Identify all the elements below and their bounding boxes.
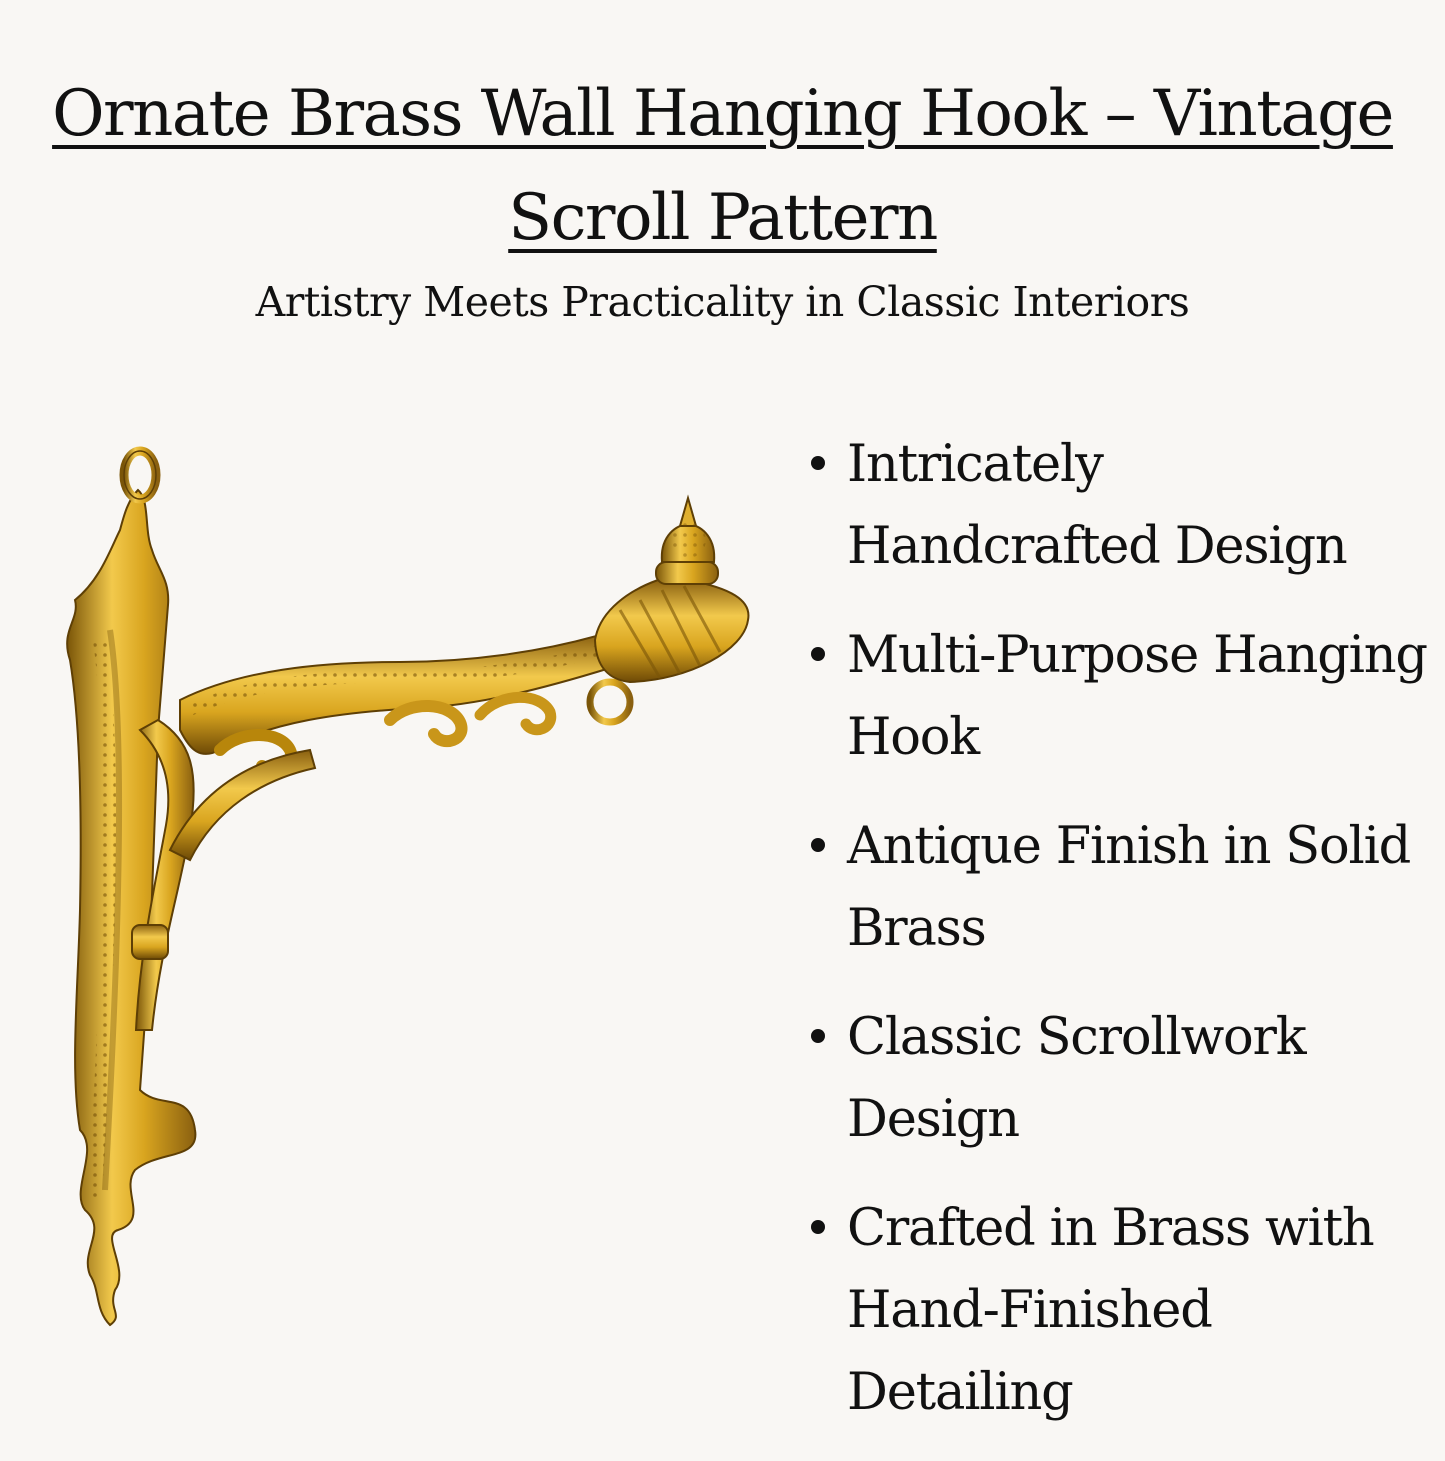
brass-hook-image <box>40 430 780 1360</box>
collar <box>132 925 168 959</box>
feature-text: Classic Scrollwork Design <box>847 1008 1306 1149</box>
bullet-icon <box>811 647 825 661</box>
feature-text: Intricately Handcrafted Design <box>847 435 1347 576</box>
feature-text: Crafted in Brass with Hand-Finished Detailing <box>847 1199 1374 1422</box>
bullet-icon <box>811 1220 825 1234</box>
page-title: Ornate Brass Wall Hanging Hook – Vintage Scroll Pattern <box>52 77 1393 255</box>
list-item <box>805 806 1430 970</box>
bracket-arm <box>170 635 630 860</box>
bullet-icon <box>811 838 825 852</box>
finial <box>595 498 748 682</box>
bullet-icon <box>811 456 825 470</box>
list-item <box>805 424 1430 588</box>
list-item <box>805 997 1430 1161</box>
feature-text: Multi-Purpose Hanging Hook <box>847 626 1427 767</box>
list-item <box>805 615 1430 779</box>
feature-text: Antique Finish in Solid Brass <box>847 817 1411 958</box>
bullet-icon <box>811 1029 825 1043</box>
feature-list <box>805 424 1430 1461</box>
list-item <box>805 1188 1430 1434</box>
page-subtitle: Artistry Meets Practicality in Classic Interiors <box>255 278 1190 326</box>
